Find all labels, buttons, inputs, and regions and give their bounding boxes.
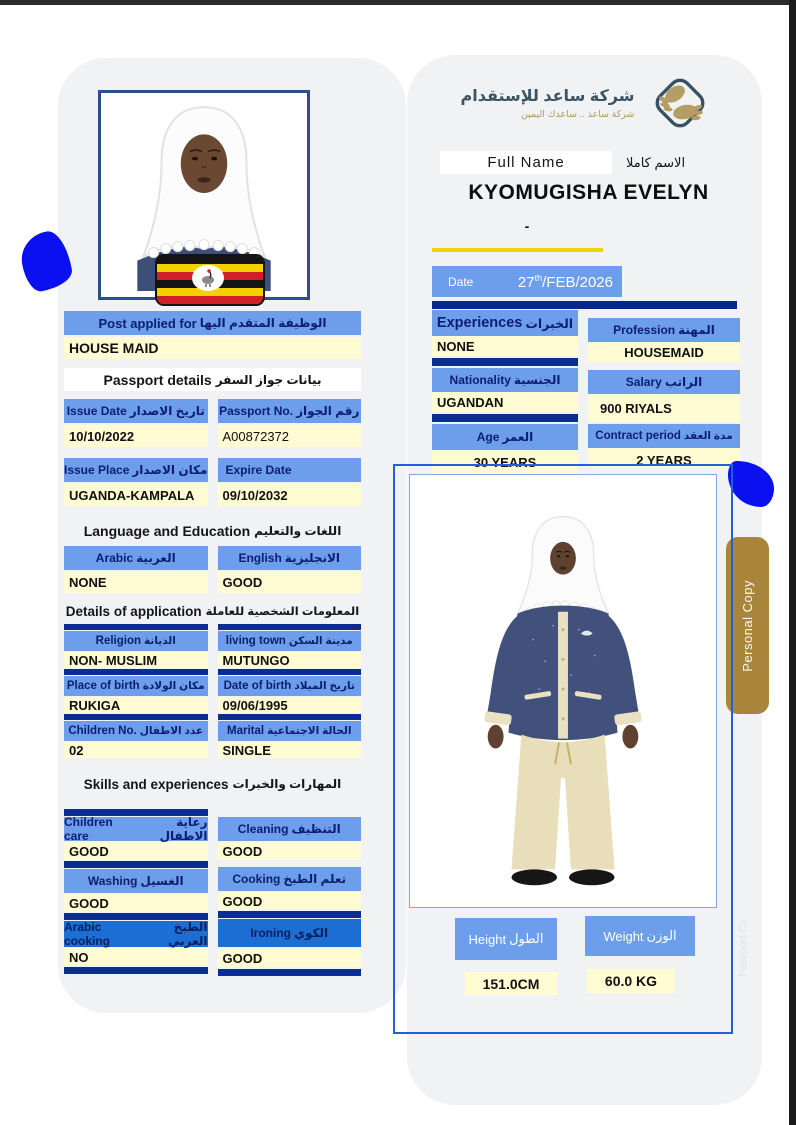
agency-name: شركة ساعد للإستقدام [460, 88, 635, 105]
full-body-photo [409, 474, 717, 908]
arabic-cooking-value: NO [64, 948, 208, 966]
right-edge-bar [789, 0, 796, 1125]
left-panel [58, 58, 406, 1013]
details-of-application-title: Details of application المعلومات الشخصية للعاملة [65, 603, 360, 619]
divider-bar [64, 913, 208, 920]
experiences-value: NONE [432, 336, 578, 356]
passport-copy-watermark: Passport Co [737, 919, 749, 977]
contract-period-label: Contract period مدة العقد [588, 424, 740, 448]
divider-bar [218, 624, 362, 630]
washing-value: GOOD [64, 894, 208, 912]
profession-value: HOUSEMAID [588, 342, 740, 362]
summary-left-column [432, 310, 578, 475]
candidate-name: KYOMUGISHA EVELYN [468, 181, 709, 204]
divider-bar [218, 669, 362, 675]
date-label: Date [448, 274, 474, 289]
divider-bar [64, 861, 208, 868]
post-applied-label: Post applied for الوظيفة المتقدم اليها [64, 311, 361, 335]
field-children: Children No. عدد الاطفال 02 [64, 714, 208, 758]
age-value: 30 YEARS [432, 450, 578, 475]
language-grid [64, 546, 361, 593]
nationality-value: UGANDAN [432, 392, 578, 412]
divider-bar [64, 624, 208, 630]
agency-logo-icon [644, 67, 716, 139]
field-birth-date: Date of birth تاريخ الميلاد 09/06/1995 [218, 669, 362, 713]
date-bar [432, 266, 622, 297]
ironing-value: GOOD [218, 949, 362, 967]
arabic-cooking-label: Arabic cooking الطبخ العربي [64, 920, 208, 948]
yellow-underline [432, 248, 603, 252]
skills-grid [64, 808, 361, 976]
nationality-label: Nationality الجنسية [432, 368, 578, 392]
cleaning-value: GOOD [218, 842, 362, 860]
full-name-row [440, 151, 685, 174]
divider-bar [432, 414, 578, 422]
salary-value: 900 RIYALS [588, 394, 740, 422]
height-label: Height الطول [455, 918, 557, 960]
field-birth-place: Place of birth مكان الولادة RUKIGA [64, 669, 208, 713]
field-living-town: living town مدينة السكن MUTUNGO [218, 624, 362, 668]
divider-bar [64, 714, 208, 720]
issue-date-value: 10/10/2022 [64, 425, 208, 447]
agency-slogan: شركة ساعد .. ساعدك اليمين [520, 109, 635, 120]
personal-copy-label: Personal Copy [740, 579, 755, 672]
passport-grid [64, 399, 361, 506]
divider-bar [218, 969, 362, 976]
experiences-label: Experiences الخبرات [432, 310, 578, 336]
full-name-label-ar: الاسم كاملا [626, 154, 686, 170]
children-care-value: GOOD [64, 842, 208, 860]
divider-bar [218, 911, 362, 918]
divider-bar [64, 669, 208, 675]
issue-place-value: UGANDA-KAMPALA [64, 484, 208, 506]
salary-label: Salary الراتب [588, 370, 740, 394]
washing-label: Washing الغسيل [64, 869, 208, 893]
arabic-value: NONE [64, 572, 208, 593]
arabic-label: Arabic العربية [64, 546, 208, 570]
post-applied-value: HOUSE MAID [64, 337, 361, 359]
ironing-label: Ironing الكوي [218, 919, 362, 947]
full-name-label: Full Name [440, 151, 612, 174]
crane-emblem [192, 265, 224, 291]
english-label: English الانجليزية [218, 546, 362, 570]
top-edge-bar [0, 0, 796, 5]
age-label: Age العمر [432, 424, 578, 450]
details-grid [64, 623, 361, 758]
divider-bar [64, 967, 208, 974]
issue-place-label: Issue Place مكان الاصدار [64, 458, 208, 482]
cooking-label: Cooking تعلم الطبخ [218, 867, 362, 891]
passport-no-value: A00872372 [218, 425, 362, 447]
expire-date-label: Expire Date [218, 458, 362, 482]
divider-bar [432, 301, 737, 309]
divider-bar [432, 358, 578, 366]
skills-title: Skills and experiences المهارات والخبرات [83, 776, 342, 792]
weight-value: 60.0 KG [587, 969, 675, 993]
english-value: GOOD [218, 572, 362, 593]
full-body-photo-image [413, 481, 713, 907]
expire-date-value: 09/10/2032 [218, 484, 362, 506]
divider-bar [218, 714, 362, 720]
height-value: 151.0CM [465, 972, 557, 995]
language-education-title: Language and Education اللغات والتعليم [83, 523, 342, 539]
passport-no-label: Passport No. رقم الجواز [218, 399, 362, 423]
summary-right-column [588, 310, 740, 468]
full-photo-frame [393, 464, 733, 1034]
passport-details-title: Passport details بيانات جواز السفر [64, 368, 361, 391]
field-marital: Marital الحالة الاجتماعية SINGLE [218, 714, 362, 758]
issue-date-label: Issue Date تاريخ الاصدار [64, 399, 208, 423]
field-religion: Religion الديانة NON- MUSLIM [64, 624, 208, 668]
profession-label: Profession المهنة [588, 318, 740, 342]
weight-label: Weight الوزن [585, 916, 695, 956]
children-care-label: Children care رعاية الاطفال [64, 815, 208, 843]
date-value: 27th/FEB/2026 [517, 272, 613, 291]
name-dash: - [524, 218, 530, 234]
cooking-value: GOOD [218, 892, 362, 910]
agency-logo-block [415, 67, 762, 139]
contract-period-value: 2 YEARS [588, 448, 740, 468]
cleaning-label: Cleaning التنظيف [218, 817, 362, 841]
